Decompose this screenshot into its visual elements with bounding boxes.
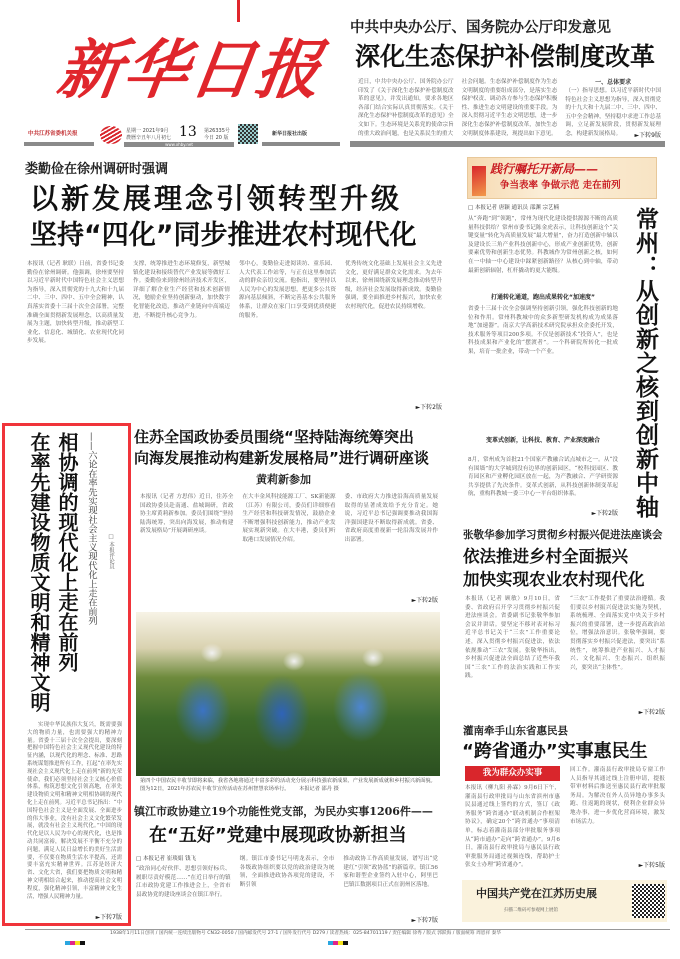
history-exhibition-ad[interactable] xyxy=(462,880,667,922)
campaign-banner xyxy=(467,157,657,199)
lead-story-headline-2: 坚持“四化”同步推进农村现代化 xyxy=(30,220,417,251)
photo-caption-text: 第四个中国农民丰收节即将来临，我省各地将通过丰富多彩的活动充分展示科技强农新成果、产业发展新成就和乡村振兴新面貌。图为12日，2021年苏农民丰收节宣传活动在苏州智慧农场举行。 xyxy=(140,778,436,792)
lead-story xyxy=(25,160,445,415)
guannan-story xyxy=(460,722,670,872)
guannan-col: 本报讯（柳九阳 孙霖）9月6日下午，灌南县行政审批局与山东省滨州市惠民县通过线上签约的方式，签订《政务服务“跨省通办”联动机制合作框架协议》，确定20个“跨省通办”事项清单，标志着灌南县部分审批服务事项从“跨市通办”走向“跨省通办”。9月6日，灌南县行政审批局与惠民县行政审批服务局通过视频连线，帮助护士张女士办理“跨省通办”。 xyxy=(465,785,560,869)
commentary-box xyxy=(2,423,131,926)
continued-link[interactable]: ►下转7版 xyxy=(95,914,122,921)
continued-link[interactable]: ►下转2版 xyxy=(415,404,442,411)
cppcc-story xyxy=(134,425,440,610)
guannan-col: 回工作。灌南县行政审批局专窗工作人员指导其通过线上注册申请，提报带审材料后推送至惠民县行政审批服务局。为解决在外人员异地办事多头跑、往返跑的现状，便利企业群众异地办事，进一步优化营商环境，激发市场活力。 xyxy=(570,767,665,825)
cppcc-headline-2: 向海发展推动构建新发展格局”进行调研座谈 xyxy=(134,449,429,467)
zhenjiang-kicker: 镇江市政协建立19个功能性党支部，为民办实事1206件—— xyxy=(134,805,433,818)
changzhou-paragraph: 从“奔跑”到“领跑”，常州为现代化建设提供源源不断的高质量科技供给？常州市委书记陈金虎表示，让科技创新这个“关键变量”转化为高质量发展“最大增量”，奋力打造创新中轴以及建设长三角产业科技创新中心，形成产业创新优势，创新要素优势和创新生态优势。科教城作为常州创新之核，如何在一中轴一中心建设中踩紧创新路径？从核心到中轴，带动最新创新辐射，杠杆撬动的更大能级。 xyxy=(468,216,618,274)
date-line-1: 星期一 2021年9月 xyxy=(126,128,169,134)
photo-caption xyxy=(140,778,438,793)
zhenjiang-story xyxy=(134,805,440,927)
continued-link[interactable]: ►下转9版 xyxy=(634,132,661,139)
masthead-info-bar xyxy=(24,124,340,148)
cppcc-col: 本报讯（记者 方思伟）近日，住苏全国政协委员赴南通、盐城调研，省政协主席黄莉新参加。委员们围绕“坚持陆海统筹，突出向海发展，推动构建新发展格局”开展调研座谈。 xyxy=(140,494,234,535)
masthead-org: 中共江苏省委机关报 xyxy=(28,131,78,137)
ad-subtitle: 扫描二维码可参观网上展馆 xyxy=(504,908,558,913)
rural-col: “三农”工作提供了重要法治遵循。我们要以乡村振兴促进法实施为契机，系统梳理、全面落实党中央关于乡村振兴的重要部署，进一步提高政治站位，增强法治意识。张敬华强调，要贯彻落实乡村振兴促进法，要突出“系统性”，统筹推进产业振兴、人才振兴、文化振兴、生态振兴、组织振兴，要突出“主体性”。 xyxy=(570,596,665,671)
lead-story-col: 邻中心，娄勤俭走进阅读坊、童乐园、人大代表工作站等，与正在这里参加活动的群众亲切交流。他指出，要坚持以人民为中心的发展思想，把更多公共资源向基层倾斜，不断完善基本公共服务体系，让群众在家门口享受到优质便捷的服务。 xyxy=(239,261,336,319)
zhenjiang-headline: 在“五好”党建中展现政协新担当 xyxy=(149,825,407,846)
top-story xyxy=(350,15,665,147)
rural-headline-1: 依法推进乡村全面振兴 xyxy=(463,547,628,566)
website-bar[interactable]: www.xhby.net xyxy=(124,142,234,147)
rural-kicker: 张敬华参加学习贯彻乡村振兴促进法座谈会 xyxy=(463,529,663,541)
ad-title: 中国共产党在江苏历史展 xyxy=(476,887,597,900)
zhenjiang-byline: □ 本报记者 崔琰娟 钱飞 xyxy=(136,856,196,862)
date-line-2: 農曆辛丑年八月初七 xyxy=(126,135,172,141)
continued-link[interactable]: ►下转2版 xyxy=(411,597,438,604)
top-story-col1: 近日，中共中央办公厅、国务院办公厅印发了《关于深化生态保护补偿制度改革的意见》，并发出通知，要求各地区各部门结合实际认真贯彻落实。《关于深化生态保护补偿制度改革的意见》全文如下。生态环境是关系党的使命宗旨的重大政治问题，也是关系民生的重大 xyxy=(358,79,454,137)
lead-story-kicker: 娄勤俭在徐州调研时强调 xyxy=(25,162,169,177)
commentary-body: 实现中华民族伟大复兴，既需要强大的物质力量，也需要强大的精神力量。省委十三届十次全会提出，要深刻把握中国特色社会主义现代化建设的特征内涵，以现代化的理念、标准、思路系统谋划推进所有工作，扛起“在率先实现社会主义现代化上走在前列”新的光荣使命，我们必须坚持社会主义核心价值体系，构筑思想文化引领高地，在率先建设物质文明和精神文明相协调的现代化上走在前列。习近平总书记指出：“中国特色社会主义是全面发展、全面进步的伟大事业，没有社会主义文化繁荣发展，就没有社会主义现代化。”中国的现代化是以人民为中心的现代化，也是推动共同富裕，解决发展不平衡不充分的问题，满足人民日益增长的美好生活需要，不仅要在物质生活水平提高，还需要丰富充实精神世界。江苏是经济大省、文化大省，我们要把物质文明和精神文明相结合起来，推动提高社会文明程度，强化精神引领，丰富精神文化生活，增强人民精神力量。 xyxy=(27,722,122,900)
guannan-headline: “跨省通办”实事惠民生 xyxy=(462,741,648,762)
lead-story-col: 支撑，统筹推进生态环境修复，新型城镇化建设和接续替代产业发展等做好工作。娄勤俭来到徐州经济技术开发区，详细了解企业生产经营和技术创新情况，勉励企业坚持创新驱动，加快数字化智能化改造，推动产业链向中高端迈进，不断提升核心竞争力。 xyxy=(133,261,230,319)
commentary-subtitle: ——六论在率先实现社会主义现代化上走在前列 xyxy=(86,432,97,626)
changzhou-subheading: 变革式创新，让科技、教育、产业深度融合 xyxy=(485,437,600,444)
banner-line-1: 践行嘱托开新局—— xyxy=(490,162,599,176)
continued-link[interactable]: ►下转2版 xyxy=(591,510,618,517)
guannan-kicker: 灌南牵手山东省惠民县 xyxy=(463,725,568,737)
issue-line-2: 今日 20 版 xyxy=(204,135,229,141)
top-story-col2: 社会问题。生态保护补偿制度作为生态文明制度的重要组成部分，是落实生态保护权责、调动各方参与生态保护积极性、推进生态文明建设的重要手段。为深入贯彻习近平生态文明思想，进一步深化生态保护补偿制度改革，加快生态文明制度体系建设，现提出如下意见。 xyxy=(461,79,558,137)
continued-link[interactable]: ►下转5版 xyxy=(638,862,665,869)
section-rule xyxy=(350,141,665,147)
continued-link[interactable]: ►下转7版 xyxy=(411,917,438,924)
color-registration-marks xyxy=(65,941,85,945)
zhenjiang-col: 推动政协工作高质量发展，谱写出“党建红”引领“政协蓝”的新篇章。镇江56家和谐型企业签约入驻中心，阿里巴巴镇江数据项目正式在润州区落地。 xyxy=(343,856,438,888)
harvest-festival-photo[interactable] xyxy=(136,612,440,776)
newspaper-emblem-icon xyxy=(100,126,122,144)
lead-story-headline-1: 以新发展理念引领转型升级 xyxy=(30,182,403,215)
issue-line-1: 第26335号 xyxy=(204,128,230,134)
color-registration-marks xyxy=(328,941,348,945)
cppcc-kicker: 黄莉新参加 xyxy=(256,473,311,486)
masthead-logo: 新华日报 xyxy=(52,33,328,108)
footer-rule xyxy=(25,929,670,930)
campaign-tag: 我为群众办实事 xyxy=(465,766,560,781)
cppcc-col: 在大丰金风科技能源工厂、SK新能源（江苏）有限公司，委员们详细察看生产经营和科技研发情况，鼓励企业不断增强科技创新能力，推动产业发展实现新突破。在大丰港，委员们听取港口发展情况介绍。 xyxy=(242,494,336,543)
changzhou-vertical-title: 常州：从创新之核到创新中轴 xyxy=(632,207,658,519)
commentary-title-col-2: 相协调的现代化上走在前列 xyxy=(55,432,79,672)
cppcc-col: 委、市政府大力推进沿海高质量发展取得的显著成效给予充分肯定。她说，习近平总书记强调要推动我国海洋强国建设不断取得新成就。省委、省政府高度重视新一轮沿海发展并作出部署。 xyxy=(344,494,438,543)
zhenjiang-col: “政治同心好伙伴、思想引领好标兵、履职尽责好模范……”在近日举行的镇江市政协党建工作推进会上，全省市县政协党的建设座谈会在镇江举行。 xyxy=(136,866,231,898)
top-story-headline: 深化生态保护补偿制度改革 xyxy=(355,42,656,71)
rural-col: 本报讯（记者 顾敏）9月10日，省委、省政府召开学习贯彻乡村振兴促进法座谈会。省委副书记张敬华参加会议并讲话。要坚定不移对表对标习近平总书记关于“三农”工作重要论述，深入贯彻乡村振兴促进法，依法依规推动“三农”发展。张敬华指出，乡村振兴促进法全面总结了近些年我国“三农”工作的法治实践和工作实践。 xyxy=(465,596,560,680)
rural-story xyxy=(460,525,670,720)
masthead-publisher: 新华日报社出版 xyxy=(272,131,308,137)
lead-story-col: 优秀传统文化基础上发展社会主义先进文化，更好满足群众文化需求。为去年以来，徐州围绕新发展理念推动转型升级，经济社会发展取得新成效。娄勤俭强调，要全面推进乡村振兴，加快农业农村现代化，促进农民持续增收。 xyxy=(345,261,442,310)
qr-code-icon[interactable] xyxy=(238,124,258,144)
changzhou-paragraph: 省委十三届十次全会强调坚持创新引领，强化科技创新的地位和作用。常州科教城中的众多新型研发机构成为成果落地“加速器”。南京大学高新技术研究院承担众企委托开发，技术服务等项目200多项。不仅是创新技术“投资人”，也是科技成果和产业化的“摆渡者”。一个科研院所转化一批成果，培育一批企业，带动一个产业。 xyxy=(468,306,618,355)
cppcc-headline-1: 住苏全国政协委员围绕“坚持陆海统筹突出 xyxy=(134,428,414,446)
zhenjiang-col: 纲。镇江市委书记马明龙表示，全市各级政协组织要以党的政治建设为统领，全面推进政协各项党的建设，不断引领 xyxy=(239,856,335,888)
rural-headline-2: 加快实现农业农村现代化 xyxy=(463,570,645,589)
top-story-kicker: 中共中央办公厅、国务院办公厅印发意见 xyxy=(350,19,611,36)
banner-flag-icon xyxy=(472,166,486,196)
footer-info: 1938年1月11日创刊 / 国内统一连续出版物号 CN32-0050 / 国内邮发代号 27-1 / 国外发行代号 D279 / 读者热线：025-84701119 / 责任编辑 徐秀 / 版式 郭跃海 / 版面统筹 周恩祥 秦华 xyxy=(110,931,502,936)
lead-story-col: 本报讯（记者 耿联）日前，省委书记娄勤俭在徐州调研。他强调，徐州要坚持以习近平新时代中国特色社会主义思想为指导，深入贯彻党的十九大和十九届二中、三中、四中、五中全会精神，认真落实省委十三届十次全会部署，完整准确全面贯彻新发展理念，以高质量发展为主题，加快转型升级，推动新型工业化、信息化、城镇化、农业现代化同步发展。 xyxy=(27,261,124,345)
continued-link[interactable]: ►下转2版 xyxy=(638,709,665,716)
masthead-rule xyxy=(24,142,94,146)
photo-credit: 本报记者 邵丹 摄 xyxy=(299,785,339,792)
commentary-title-col-1: 在率先建设物质文明和精神文明 xyxy=(27,432,51,712)
changzhou-paragraph: 8月，常州成为首批21个国家产教融合试点城市之一。从“没有围墙”的大学城到没有边界的创新园区，“校科技园区、教育园区和产业孵化园区放在一起，为产教融合、产学研资源共享提供了先决条件。变革式创新，从科技创新体制变革起航，重构科教城一委三中心一平台组织体系。 xyxy=(468,457,618,498)
date-day: 13 xyxy=(179,124,197,140)
ad-qr-code-icon[interactable] xyxy=(632,884,665,918)
banner-line-2: 争当表率 争做示范 走在前列 xyxy=(500,180,621,191)
masthead-rule xyxy=(262,142,340,146)
commentary-byline: □ 本报评论员 xyxy=(108,534,114,570)
changzhou-byline: □ 本报记者 唐颖 通讯员 邵渊 宗艺楠 xyxy=(468,205,559,211)
changzhou-subheading: 打通转化通道，跑出成果转化“加速度” xyxy=(491,294,595,301)
top-story-section-heading: 一、总体要求 xyxy=(595,79,632,86)
top-story-col3: （一）指导思想。以习近平新时代中国特色社会主义思想为指导，深入贯彻党的十九大和十九届二中、三中、四中、五中全会精神，坚持稳中求进工作总基调，立足新发展阶段，贯彻新发展理念，构建新发展格局。 xyxy=(565,88,661,137)
